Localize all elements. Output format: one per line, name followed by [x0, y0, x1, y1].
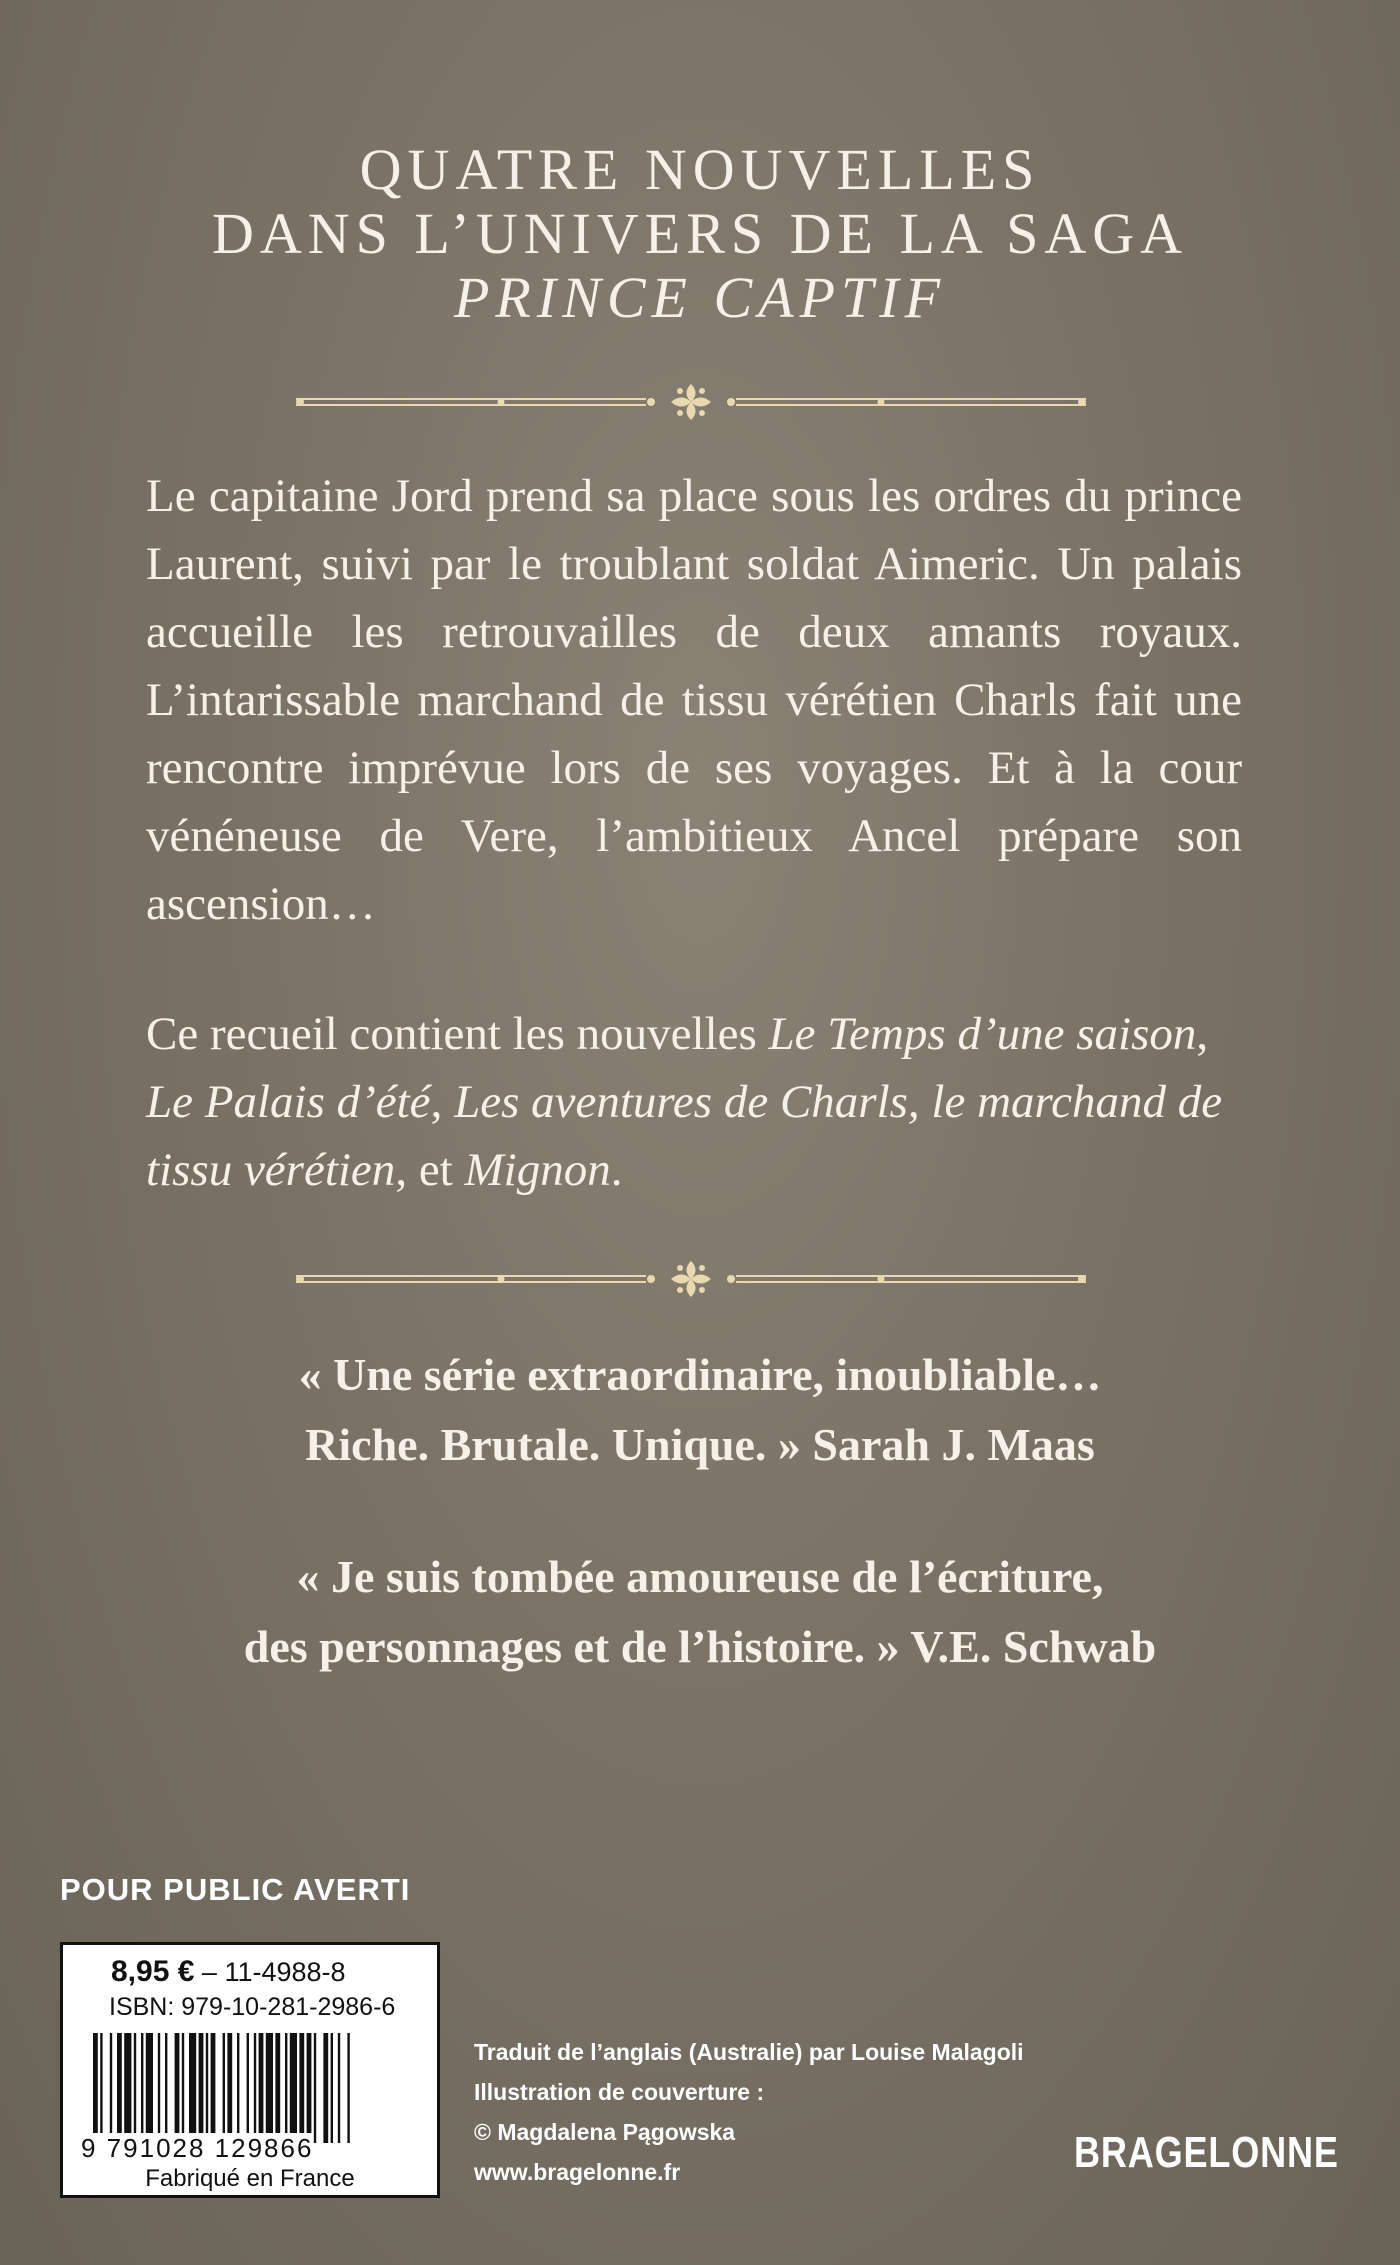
credits — [474, 2032, 1024, 2192]
summary-paragraph: Le capitaine Jord prend sa place sous les ordres du prince Laurent, suivi par le troublant soldat Aimeric. Un palais accueille les retrouvailles de deux amants royaux. L’intarissable marchand de tissu vérétien Charls fait une rencontre imprévue lors de ses voyages. Et à la cour vénéneuse de Vere, l’ambitieux Ancel prépare son ascension… — [146, 470, 1242, 930]
story-title-4: Mignon — [464, 1144, 611, 1196]
contents-separator: , — [1196, 1008, 1209, 1060]
story-title-2: Le Palais d’été — [146, 1076, 431, 1128]
product-code: – 11-4988-8 — [194, 1957, 346, 1987]
isbn: ISBN: 979-10-281-2986-6 — [109, 1993, 396, 2021]
ornament-divider — [296, 382, 1086, 422]
quote-line: des personnages et de l’histoire. » V.E. Schwab — [243, 1621, 1157, 1672]
series-title: PRINCE CAPTIF — [453, 265, 946, 330]
story-title-1: Le Temps d’une saison — [768, 1008, 1197, 1060]
quote-line: Riche. Brutale. Unique. » Sarah J. Maas — [305, 1419, 1095, 1470]
back-cover-heading — [0, 138, 1400, 330]
review-quote — [0, 1340, 1400, 1480]
translation-credit: Traduit de l’anglais (Australie) par Louise Malagoli — [474, 2039, 1024, 2065]
contents-end: . — [610, 1144, 623, 1196]
publisher-logo: BRAGELONNE — [1074, 2128, 1339, 2177]
contents-paragraph — [146, 1000, 1242, 1204]
price: 8,95 € — [111, 1955, 195, 1988]
ornament-divider — [296, 1259, 1086, 1299]
quote-line: « Une série extraordinaire, inoubliable… — [298, 1349, 1102, 1400]
review-quote — [0, 1542, 1400, 1682]
barcode-icon — [91, 2033, 421, 2143]
contents-intro: Ce recueil contient les nouvelles — [146, 1008, 769, 1060]
audience-warning: POUR PUBLIC AVERTI — [60, 1872, 411, 1907]
story-title-3: Les aventures de Charls, le marchand de tissu vérétien — [146, 1076, 1223, 1196]
barcode-box — [60, 1942, 440, 2198]
price-line — [111, 1955, 346, 1989]
publisher-website[interactable]: www.bragelonne.fr — [474, 2159, 681, 2185]
barcode-digits: 9 791028 129866 — [81, 2133, 314, 2163]
quote-line: « Je suis tombée amoureuse de l’écriture, — [296, 1551, 1104, 1602]
illustration-label: Illustration de couverture : — [474, 2079, 765, 2105]
contents-separator: , — [430, 1076, 455, 1128]
illustrator-credit: © Magdalena Pągowska — [474, 2119, 736, 2145]
heading-line-2: DANS L’UNIVERS DE LA SAGA — [211, 201, 1189, 266]
heading-line-1: QUATRE NOUVELLES — [359, 137, 1041, 202]
made-in-label: Fabriqué en France — [145, 2165, 355, 2192]
contents-separator: , et — [395, 1144, 465, 1196]
